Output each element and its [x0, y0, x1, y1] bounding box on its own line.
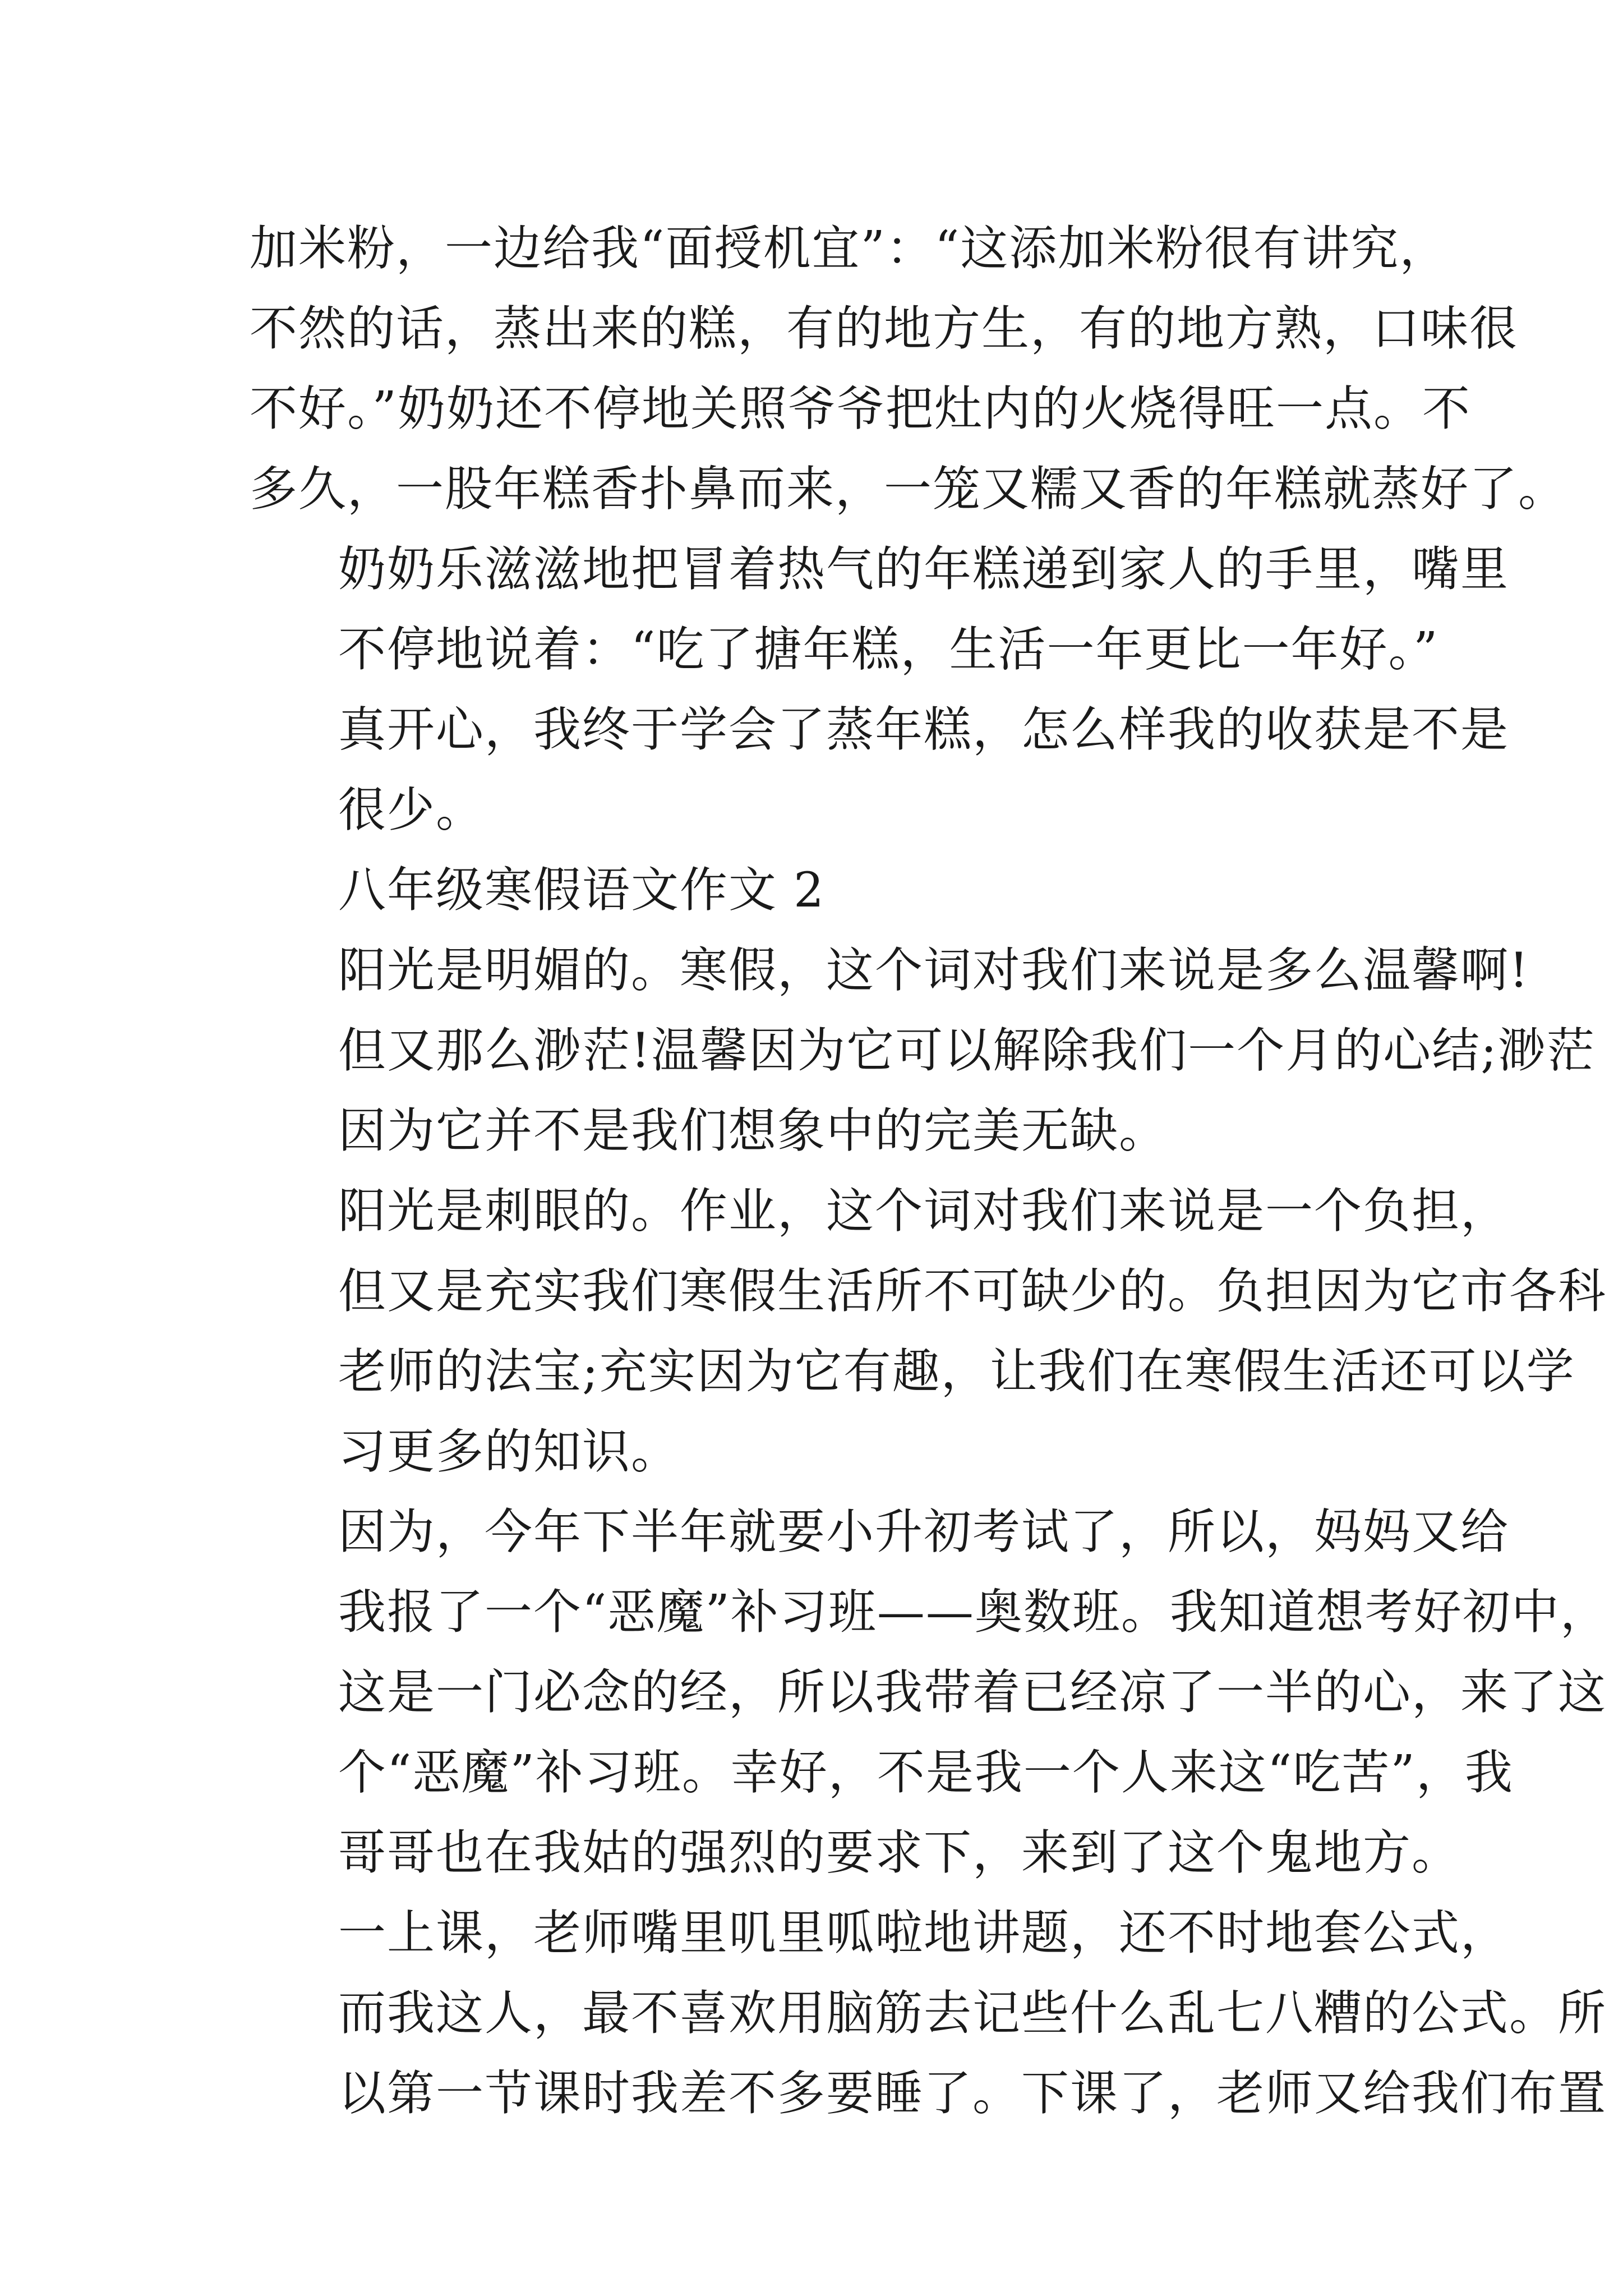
- paragraph: [250, 209, 1567, 530]
- text-line: 一上课，老师嘴里叽里呱啦地讲题，还不时地套公式，: [338, 1906, 1510, 1961]
- text-line: 哥哥也在我姑的强烈的要求下，来到了这个鬼地方。: [338, 1825, 1461, 1881]
- text-line: 阳光是刺眼的。作业，这个词对我们来说是一个负担，: [338, 1184, 1510, 1239]
- text-line: 以第一节课时我差不多要睡了。下课了，老师又给我们布置: [338, 2066, 1607, 2122]
- paragraph: [250, 530, 1510, 690]
- text-line: 很少。: [338, 783, 485, 838]
- text-line: 个“恶魔”补习班。幸好，不是我一个人来这“吃苦”，我: [338, 1745, 1514, 1801]
- text-line: 阳光是明媚的。寒假，这个词对我们来说是多么温馨啊!: [338, 943, 1530, 999]
- text-line: 因为它并不是我们想象中的完美无缺。: [338, 1103, 1168, 1159]
- text-line: 因为，今年下半年就要小升初考试了，所以，妈妈又给: [338, 1504, 1510, 1560]
- text-line: 加米粉，一边给我“面授机宜”：“这添加米粉很有讲究，: [250, 221, 1449, 277]
- text-line: 多久，一股年糕香扑鼻而来，一笼又糯又香的年糕就蒸好了。: [250, 462, 1567, 517]
- paragraph: [250, 690, 1510, 850]
- text-line: 但又那么渺茫!温馨因为它可以解除我们一个月的心结;渺茫: [338, 1023, 1596, 1079]
- text-line: 真开心，我终于学会了蒸年糕，怎么样我的收获是不是: [338, 702, 1510, 758]
- document-body: [250, 209, 1609, 2134]
- text-line: 奶奶乐滋滋地把冒着热气的年糕递到家人的手里，嘴里: [338, 542, 1510, 597]
- text-line: 不然的话，蒸出来的糕，有的地方生，有的地方熟，口味很: [250, 301, 1519, 357]
- text-line: 不停地说着：“吃了搪年糕，生活一年更比一年好。”: [338, 622, 1439, 678]
- paragraph: [250, 1171, 1607, 1492]
- paragraph: [250, 1893, 1607, 2134]
- text-line: 不好。”奶奶还不停地关照爷爷把灶内的火烧得旺一点。不: [250, 381, 1471, 437]
- text-line: 八年级寒假语文作文 2: [338, 863, 826, 918]
- text-line: 习更多的知识。: [338, 1424, 680, 1480]
- paragraph: [250, 850, 1394, 931]
- text-line: 而我这人，最不喜欢用脑筋去记些什么乱七八糟的公式。所: [338, 1986, 1607, 2041]
- text-line: 老师的法宝;充实因为它有趣，让我们在寒假生活还可以学: [338, 1344, 1575, 1400]
- paragraph: [250, 931, 1596, 1171]
- text-line: 这是一门必念的经，所以我带着已经凉了一半的心，来了这: [338, 1665, 1607, 1720]
- paragraph: [250, 1492, 1609, 1893]
- text-line: 我报了一个“恶魔”补习班——奥数班。我知道想考好初中，: [338, 1585, 1609, 1640]
- text-line: 但又是充实我们寒假生活所不可缺少的。负担因为它市各科: [338, 1264, 1607, 1319]
